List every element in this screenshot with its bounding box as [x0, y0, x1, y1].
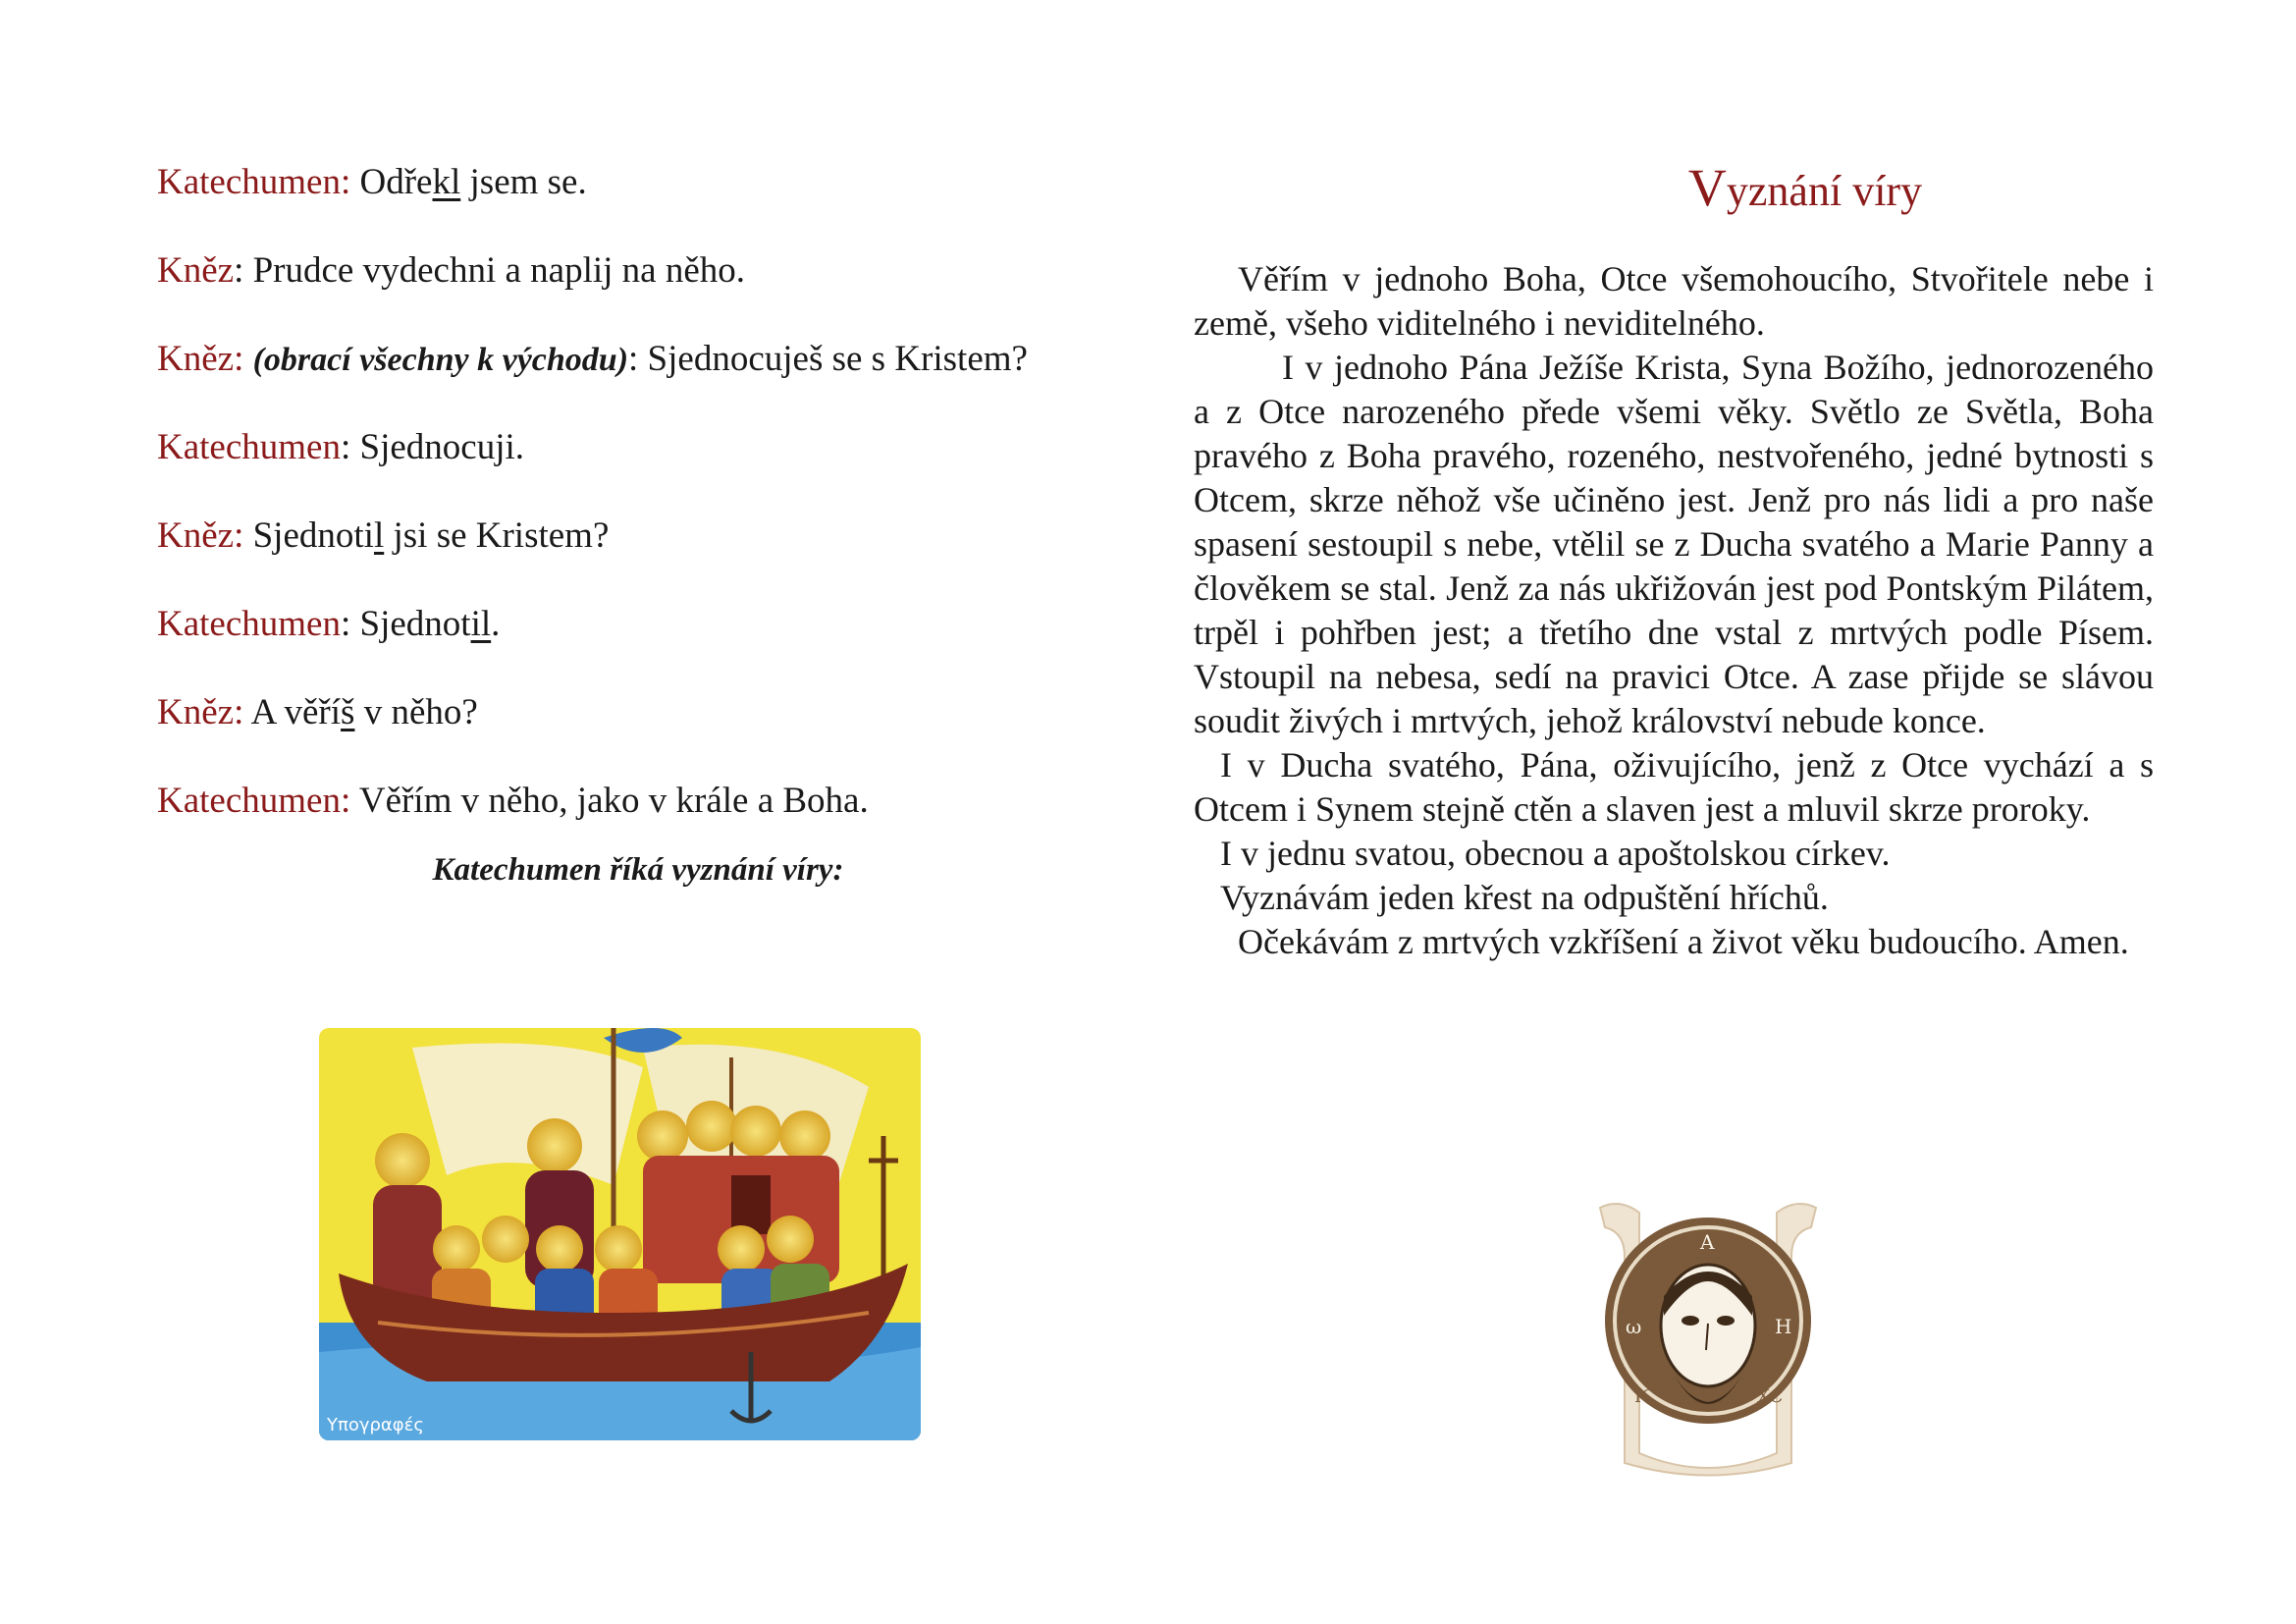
line-text: š: [341, 692, 355, 732]
line-text: l: [373, 515, 385, 556]
dialogue-line: [157, 247, 745, 295]
creed-paragraph: Vyznávám jeden křest na odpuštění hříchů.: [1220, 878, 1829, 917]
stage-direction: (obrací všechny k východu): [252, 342, 629, 378]
dialogue-line: [157, 159, 587, 206]
line-text: Sjednocuji.: [350, 427, 525, 467]
line-text: Věřím v něho, jako v krále a Boha.: [350, 781, 869, 821]
line-text: kl: [432, 162, 461, 202]
creed-paragraph: I v Ducha svatého, Pána, oživujícího, jenž z Otce vychází a s Otcem i Synem stejně ctěn a slaven jest a mluvil skrze proroky.: [1194, 745, 2154, 829]
line-text: Odře: [350, 162, 433, 202]
boat-icon-image: [319, 1028, 921, 1440]
creed-paragraph: I v jednoho Pána Ježíše Krista, Syna Božího, jednorozeného a z Otce narozeného přede všemi věky. Světlo ze Světla, Boha pravého z Boha pravého, rozeného, nestvořeného, jedné bytnosti s Otcem, skrze něhož vše učiněno jest. Jenž pro nás lidi a pro naše spasení sestoupil s nebe, vtělil se z Ducha svatého a Marie Panny a člověkem se stal. Jenž za nás ukřižován jest pod Pontským Pilátem, trpěl i pohřben jest; a třetího dne vstal z mrtvých podle Písem. Vstoupil na nebesa, sedí na pravici Otce. A zase přijde se slávou soudit živých i mrtvých, jehož království nebude konce.: [1194, 348, 2154, 740]
face-letter-ic: IC: [1634, 1386, 1655, 1407]
creed-title-rest: yznání víry: [1726, 167, 1923, 215]
speaker-colon: :: [340, 781, 351, 821]
line-text: Sjednot: [350, 604, 471, 644]
speaker-colon: :: [234, 692, 244, 732]
face-letter-left: ω: [1626, 1315, 1642, 1338]
dialogue-line: [157, 601, 500, 648]
dialogue-line: [157, 778, 869, 825]
creed-title-initial: V: [1687, 158, 1727, 217]
speaker-label: Kněz: [157, 250, 235, 291]
boat-icon-label: Υπογραφές: [327, 1415, 424, 1435]
line-text: A věří: [243, 692, 342, 732]
face-letter-xc: XC: [1757, 1386, 1784, 1407]
speaker-label: Kněz:: [157, 339, 253, 379]
creed-text: [1194, 257, 2154, 964]
line-text: Prudce vydechni a naplij na něho.: [243, 250, 746, 291]
face-letter-right: Η: [1775, 1315, 1792, 1338]
speaker-colon: :: [234, 250, 244, 291]
speaker-label: Katechumen: [157, 781, 341, 821]
dialogue-line: [157, 513, 609, 560]
face-letter-top: Α: [1700, 1230, 1715, 1254]
speaker-colon: :: [340, 162, 351, 202]
line-text: .: [491, 604, 501, 644]
caption: Katechumen říká vyznání víry:: [432, 852, 844, 888]
speaker-colon: :: [340, 604, 351, 644]
creed-paragraph: Očekávám z mrtvých vzkříšení a život věku budoucího. Amen.: [1238, 922, 2129, 961]
line-text: Sjednoti: [243, 515, 374, 556]
creed-paragraph: I v jednu svatou, obecnou a apoštolskou církev.: [1220, 834, 1891, 873]
dialogue-line: [157, 689, 478, 736]
speaker-colon: :: [340, 427, 351, 467]
dialogue-line: [157, 336, 1028, 384]
line-text: : Sjednocuješ se s Kristem?: [628, 339, 1028, 379]
christ-face-icon: [1580, 1188, 1836, 1483]
speaker-label: Katechumen: [157, 604, 341, 644]
speaker-label: Katechumen: [157, 427, 341, 467]
line-text: jsi se Kristem?: [384, 515, 610, 556]
line-text: v něho?: [354, 692, 478, 732]
line-text: jsem se.: [460, 162, 587, 202]
dialogue-line: [157, 424, 524, 471]
line-text: il: [470, 604, 492, 644]
creed-paragraph: Věřím v jednoho Boha, Otce všemohoucího, Stvořitele nebe i země, všeho viditelného i neviditelného.: [1194, 259, 2154, 343]
speaker-label: Katechumen: [157, 162, 341, 202]
speaker-colon: :: [234, 515, 244, 556]
creed-title: [1148, 157, 2296, 218]
speaker-label: Kněz: [157, 515, 235, 556]
speaker-label: Kněz: [157, 692, 235, 732]
